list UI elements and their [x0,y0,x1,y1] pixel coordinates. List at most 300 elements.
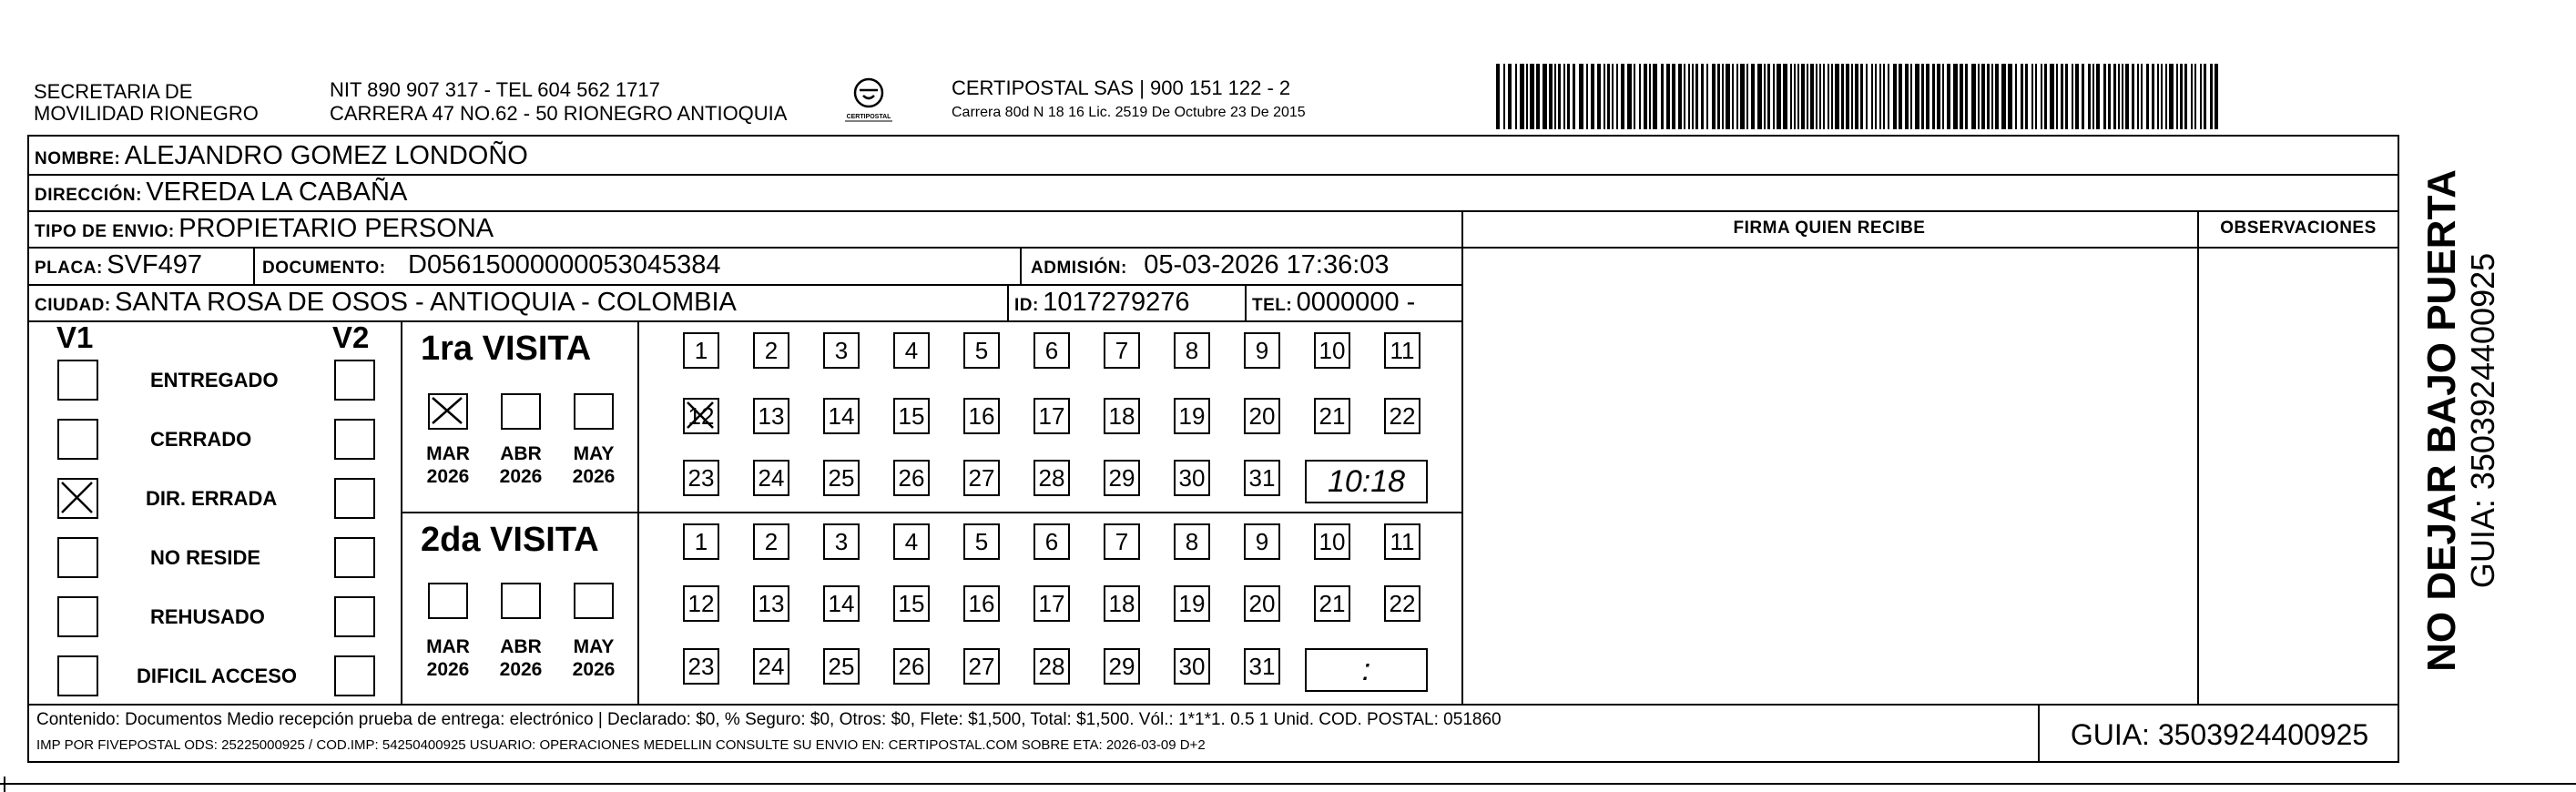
status-label: NO RESIDE [150,546,261,569]
barcode-bar [1921,64,1924,129]
month-year: 2026 [426,466,470,487]
barcode-bar [1536,64,1540,129]
day-number: 18 [1108,590,1135,617]
day-box [823,585,860,622]
barcode-bar [2108,64,2111,129]
barcode-bar [2072,64,2073,129]
month-checkbox [501,393,541,430]
admission-label: ADMISIÓN: [1031,259,1127,278]
barcode-bar [1627,64,1632,129]
barcode-bar [2103,64,2106,129]
barcode-bar [1893,64,1897,129]
plate-value: SVF497 [107,250,203,279]
barcode-bar [1851,64,1853,129]
day-box [823,460,860,496]
company-line: CERTIPOSTAL SAS | 900 151 122 - 2 [952,76,1291,99]
day-number: 11 [1390,528,1415,555]
month-label [566,635,621,681]
day-box [1033,398,1070,434]
month-year: 2026 [426,659,470,680]
day-number: 10 [1319,528,1346,555]
day-number: 22 [1389,402,1416,430]
day-box [683,332,719,369]
id-row [1014,288,1190,318]
plate-row [35,250,202,280]
barcode-bar [2092,64,2094,129]
day-number: 14 [828,402,855,430]
day-box [823,398,860,434]
barcode-bar [2180,64,2183,129]
certipostal-logo-icon [841,73,896,124]
visit2-title: 2da VISITA [421,521,599,559]
name-value: ALEJANDRO GOMEZ LONDOÑO [124,141,528,170]
footer-imp: IMP POR FIVEPOSTAL ODS: 25225000925 / COD.IMP: 54250400925 USUARIO: OPERACIONES MEDELLIN CONSULTE SU ENVIO EN: CERTIPOSTAL.COM SOBRE ETA: 2026-03-09 D+2 [36,737,1206,753]
day-box [1384,585,1420,622]
barcode-bar [2118,64,2120,129]
month-checkbox [501,583,541,619]
barcode-bar [1639,64,1641,129]
v1-checkbox [57,478,98,519]
month-year: 2026 [572,659,616,680]
barcode-bar [1554,64,1556,129]
barcode-bar [1937,64,1940,129]
day-box [753,648,789,685]
day-box [1104,398,1140,434]
day-box [1174,398,1210,434]
v1-checkbox [57,360,98,401]
barcode-bar [1905,64,1909,129]
barcode-bar [1926,64,1929,129]
day-box [1244,523,1280,560]
barcode-bar [1653,64,1657,129]
barcode-bar [2169,64,2174,129]
barcode-bar [1634,64,1635,129]
day-number: 25 [828,464,855,492]
v2-checkbox [334,360,375,401]
day-box [1244,648,1280,685]
barcode-bar [1612,64,1614,129]
month-checkbox [428,583,468,619]
day-box [683,460,719,496]
v2-checkbox [334,596,375,637]
day-number: 13 [758,590,785,617]
barcode-bar [1783,64,1787,129]
barcode-bar [1503,64,1505,129]
barcode-bar [1866,64,1868,129]
day-box [893,523,930,560]
side-line2: GUIA: 3503924400925 [2464,252,2501,589]
tel-row [1252,288,1415,318]
observations-header: OBSERVACIONES [2220,218,2377,238]
barcode-bar [1543,64,1547,129]
day-number: 1 [694,337,708,364]
barcode-bar [1549,64,1553,129]
side-line1: NO DEJAR BAJO PUERTA [2419,169,2464,672]
barcode-bar [2015,64,2017,129]
barcode-bar [1579,64,1583,129]
day-box [1104,585,1140,622]
barcode-bar [1767,64,1770,129]
barcode-bar [1717,64,1720,129]
day-number: 6 [1044,337,1059,364]
barcode-bar [1757,64,1762,129]
day-number: 20 [1248,402,1276,430]
x-mark-icon [430,395,466,428]
barcode-bar [1995,64,1999,129]
day-box [963,332,1000,369]
barcode-bar [2035,64,2037,129]
day-number: 2 [764,337,779,364]
month-name: ABR [500,443,542,464]
barcode-bar [1604,64,1605,129]
type-value: PROPIETARIO PERSONA [178,214,494,243]
day-number: 20 [1248,590,1276,617]
month-year: 2026 [499,466,543,487]
day-box [963,398,1000,434]
day-number: 12 [687,402,715,430]
day-number: 24 [758,464,785,492]
barcode-bar [1790,64,1792,129]
day-number: 30 [1178,464,1206,492]
tel-value: 0000000 - [1296,288,1416,317]
admission-value: 05-03-2026 17:36:03 [1144,250,1390,279]
barcode-bar [1871,64,1873,129]
day-number: 14 [828,590,855,617]
day-box [753,585,789,622]
type-row [35,214,494,244]
barcode-bar [2096,64,2100,129]
barcode-bar [1991,64,1993,129]
v2-checkbox [334,478,375,519]
side-text [2415,166,2506,675]
guia-box: GUIA: 3503924400925 [2070,718,2369,751]
admission-row [1031,250,1390,280]
month-year: 2026 [572,466,616,487]
barcode-bar [1942,64,1944,129]
barcode-bar [1586,64,1588,129]
month-name: ABR [500,636,542,657]
certipostal-logo [841,73,896,124]
footer-contents: Contenido: Documentos Medio recepción prueba de entrega: electrónico | Declarado: $0, % Seguro: $0, Otros: $0, Flete: $1,500, Total: $1,500. Vól.: 1*1*1. 0.5 1 Unid. COD. POSTAL: 051860 [36,710,1502,729]
barcode-bar [2132,64,2134,129]
day-number: 9 [1255,528,1269,555]
day-number: 16 [968,590,995,617]
barcode-bar [2165,64,2167,129]
barcode-bar [1764,64,1766,129]
day-box [1033,648,1070,685]
day-number: 31 [1248,464,1276,492]
v1-checkbox [57,537,98,578]
barcode-bar [1860,64,1863,129]
day-box [683,398,719,434]
plate-label: PLACA: [35,259,103,278]
name-row [35,141,528,171]
type-label: TIPO DE ENVIO: [35,222,175,241]
status-label: ENTREGADO [150,369,279,391]
status-label: DIFICIL ACCESO [137,665,298,687]
barcode-bar [1649,64,1651,129]
day-box [1104,648,1140,685]
time-box: 10:18 [1305,460,1428,503]
signature-header: FIRMA QUIEN RECIBE [1733,218,1926,238]
org-line1: SECRETARIA DE [34,80,193,103]
month-name: MAR [426,636,470,657]
day-box [1314,523,1350,560]
day-box [1174,648,1210,685]
v2-label: V2 [332,320,370,354]
day-box [1033,332,1070,369]
day-box [1314,332,1350,369]
day-box [1033,460,1070,496]
v2-checkbox [334,655,375,696]
day-number: 3 [834,528,849,555]
barcode-bar [2191,64,2193,129]
address-label: DIRECCIÓN: [35,186,142,205]
v1-checkbox [57,419,98,460]
nit-line: NIT 890 907 317 - TEL 604 562 1717 [330,78,660,101]
status-label: DIR. ERRADA [146,487,278,510]
org-line2: MOVILIDAD RIONEGRO [34,102,259,125]
day-box [1244,398,1280,434]
barcode-bar [2056,64,2058,129]
x-mark-icon [59,480,97,517]
day-number: 27 [968,653,995,680]
city-label: CIUDAD: [35,296,111,315]
barcode-bar [2200,64,2202,129]
barcode-bar [1835,64,1839,129]
day-number: 7 [1115,528,1129,555]
day-box [753,523,789,560]
barcode-bar [1666,64,1670,129]
day-box [1104,460,1140,496]
day-box [823,523,860,560]
day-number: 23 [687,464,715,492]
barcode-bar [2184,64,2187,129]
barcode-bar [2008,64,2012,129]
barcode-bar [1732,64,1734,129]
tel-label: TEL: [1252,296,1293,315]
barcode-bar [1530,64,1534,129]
barcode-bar [2176,64,2178,129]
barcode-bar [1981,64,1985,129]
day-box [1033,585,1070,622]
barcode-bar [2050,64,2054,129]
barcode-bar [1801,64,1805,129]
barcode-bar [1846,64,1849,129]
day-number: 16 [968,402,995,430]
barcode-bar [2113,64,2116,129]
day-number: 19 [1178,590,1206,617]
barcode-bar [1807,64,1808,129]
day-box [963,585,1000,622]
day-box [1314,585,1350,622]
barcode-bar [1875,64,1877,129]
day-number: 4 [904,337,919,364]
barcode-bar [1816,64,1817,129]
barcode-bar [1558,64,1561,129]
barcode-bar [1841,64,1844,129]
v1-label: V1 [56,320,94,354]
barcode-bar [2061,64,2063,129]
month-name: MAY [573,636,615,657]
barcode-bar [1947,64,1950,129]
barcode-bar [2088,64,2091,129]
address-row [35,178,407,208]
day-number: 30 [1178,653,1206,680]
barcode-bar [1661,64,1664,129]
barcode-bar [2137,64,2139,129]
barcode-bar [1777,64,1781,129]
day-number: 8 [1185,337,1199,364]
barcode-bar [1960,64,1963,129]
barcode-bar [1773,64,1775,129]
day-number: 15 [898,590,925,617]
barcode-bar [2146,64,2149,129]
barcode-bar [1971,64,1976,129]
day-number: 21 [1319,402,1346,430]
day-box [1384,332,1420,369]
barcode-bar [1508,64,1512,129]
barcode-bar [1726,64,1730,129]
day-number: 4 [904,528,919,555]
barcode-bar [1591,64,1594,129]
document-row [262,250,721,280]
barcode-bar [2141,64,2143,129]
day-box [683,585,719,622]
day-box [1314,398,1350,434]
barcode-bar [1607,64,1610,129]
status-label: REHUSADO [150,605,265,628]
barcode-bar [2125,64,2129,129]
barcode-bar [2157,64,2159,129]
day-box [753,460,789,496]
day-box [1033,523,1070,560]
day-box [893,585,930,622]
barcode-bar [1899,64,1902,129]
barcode-bar [2082,64,2084,129]
document-value: D05615000000053045384 [408,250,721,279]
city-row [35,288,737,318]
v1-checkbox [57,655,98,696]
document-label: DOCUMENTO: [262,259,386,278]
day-box [893,332,930,369]
day-box [823,648,860,685]
day-number: 6 [1044,528,1059,555]
barcode-bar [1746,64,1748,129]
day-number: 25 [828,653,855,680]
barcode-bar [1883,64,1885,129]
day-box [893,398,930,434]
month-label [566,442,621,488]
barcode-bar [1879,64,1881,129]
name-label: NOMBRE: [35,149,121,168]
day-box [823,332,860,369]
day-box [963,523,1000,560]
v1-checkbox [57,596,98,637]
barcode-bar [2152,64,2154,129]
month-year: 2026 [499,659,543,680]
barcode-bar [1526,64,1528,129]
day-number: 5 [974,337,989,364]
day-box [1244,585,1280,622]
bottom-rule [0,783,2576,785]
barcode-bar [1987,64,1990,129]
month-checkbox [574,393,614,430]
status-label: CERRADO [150,428,252,451]
day-box [963,648,1000,685]
month-label [421,442,475,488]
day-number: 12 [687,590,715,617]
barcode-bar [1797,64,1799,129]
month-checkbox [428,393,468,430]
barcode-bar [1684,64,1685,129]
barcode-bar [2041,64,2042,129]
day-number: 29 [1108,464,1135,492]
barcode-bar [1831,64,1833,129]
id-value: 1017279276 [1043,288,1190,317]
barcode-bar [1520,64,1524,129]
barcode-bar [1712,64,1716,129]
day-number: 13 [758,402,785,430]
barcode-bar [1706,64,1708,129]
barcode-bar [1573,64,1575,129]
day-number: 27 [968,464,995,492]
barcode-bar [1953,64,1958,129]
month-checkbox [574,583,614,619]
barcode-bar [1672,64,1675,129]
svg-text:CERTIPOSTAL: CERTIPOSTAL [846,114,891,120]
day-box [893,648,930,685]
month-label [494,442,548,488]
day-box [1244,460,1280,496]
barcode-bar [1621,64,1624,129]
day-box [893,460,930,496]
barcode-bar [1794,64,1796,129]
day-number: 24 [758,653,785,680]
day-box [1104,523,1140,560]
barcode-bar [2194,64,2196,129]
day-box [683,648,719,685]
barcode-bar [2122,64,2123,129]
day-number: 31 [1248,653,1276,680]
day-number: 17 [1038,402,1065,430]
barcode-bar [2204,64,2206,129]
day-number: 3 [834,337,849,364]
barcode-bar [1932,64,1935,129]
time-box: : [1305,648,1428,692]
day-box [963,460,1000,496]
day-box [1384,523,1420,560]
day-number: 18 [1108,402,1135,430]
month-name: MAR [426,443,470,464]
day-box [753,398,789,434]
barcode-bar [1678,64,1682,129]
address-value: VEREDA LA CABAÑA [146,178,408,207]
barcode-bar [1567,64,1570,129]
visit1-title: 1ra VISITA [421,330,592,368]
barcode-bar [1978,64,1980,129]
day-number: 26 [898,464,925,492]
day-number: 28 [1038,464,1065,492]
day-number: 2 [764,528,779,555]
day-number: 5 [974,528,989,555]
barcode-bar [1563,64,1565,129]
barcode-bar [1597,64,1601,129]
barcode-bar [2025,64,2028,129]
barcode-bar [1751,64,1755,129]
day-box [1244,332,1280,369]
barcode-bar [1496,64,1500,129]
